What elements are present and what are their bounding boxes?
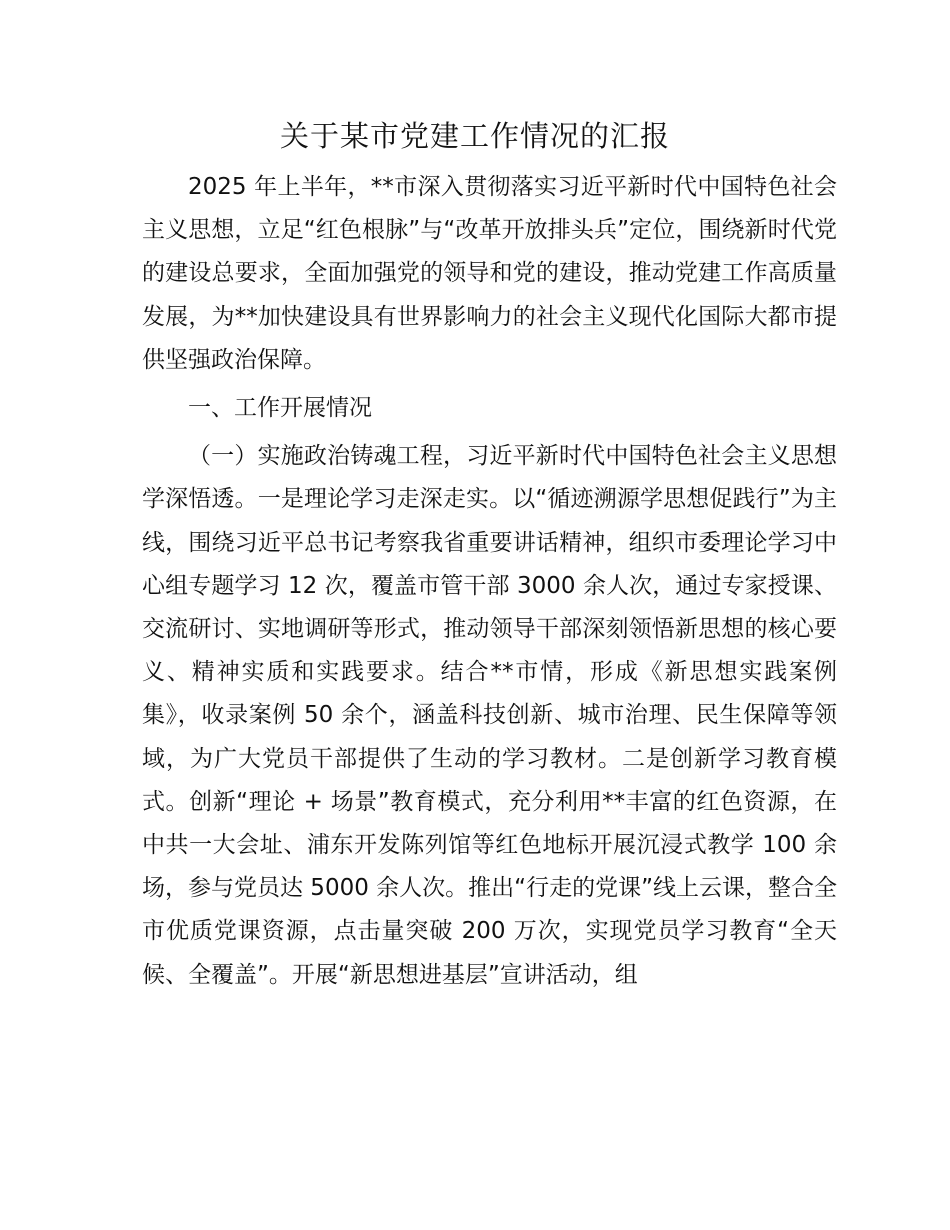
section-paragraph: （一）实施政治铸魂工程，习近平新时代中国特色社会主义思想学深悟透。一是理论学习走深走实。以“循迹溯源学思想促践行”为主线，围绕习近平总书记考察我省重要讲话精神，组织市委理论学习中心组专题学习 12 次，覆盖市管干部 3000 余人次，通过专家授课、交流研讨、实地调研等形式，推动领导干部深刻领悟新思想的核心要义、精神实质和实践要求。结合**市情，形成《新思想实践案例集》，收录案例 50 余个，涵盖科技创新、城市治理、民生保障等领域，为广大党员干部提供了生动的学习教材。二是创新学习教育模式。创新“理论 + 场景”教育模式，充分利用**丰富的红色资源，在中共一大会址、浦东开发陈列馆等红色地标开展沉浸式教学 100 余场，参与党员达 5000 余人次。推出“行走的党课”线上云课，整合全市优质党课资源，点击量突破 200 万次，实现党员学习教育“全天候、全覆盖”。开展“新思想进基层”宣讲活动，组 [142,443,837,988]
section-heading: 一、工作开展情况 [188,395,372,422]
intro-paragraph: 2025 年上半年，**市深入贯彻落实习近平新时代中国特色社会主义思想，立足“红色根脉”与“改革开放排头兵”定位，围绕新时代党的建设总要求，全面加强党的领导和党的建设，推动党建工作高质量发展，为**加快建设具有世界影响力的社会主义现代化国际大都市提供坚强政治保障。 [142,174,837,373]
document-title: 关于某市党建工作情况的汇报 [279,119,670,153]
document-body [142,166,837,997]
